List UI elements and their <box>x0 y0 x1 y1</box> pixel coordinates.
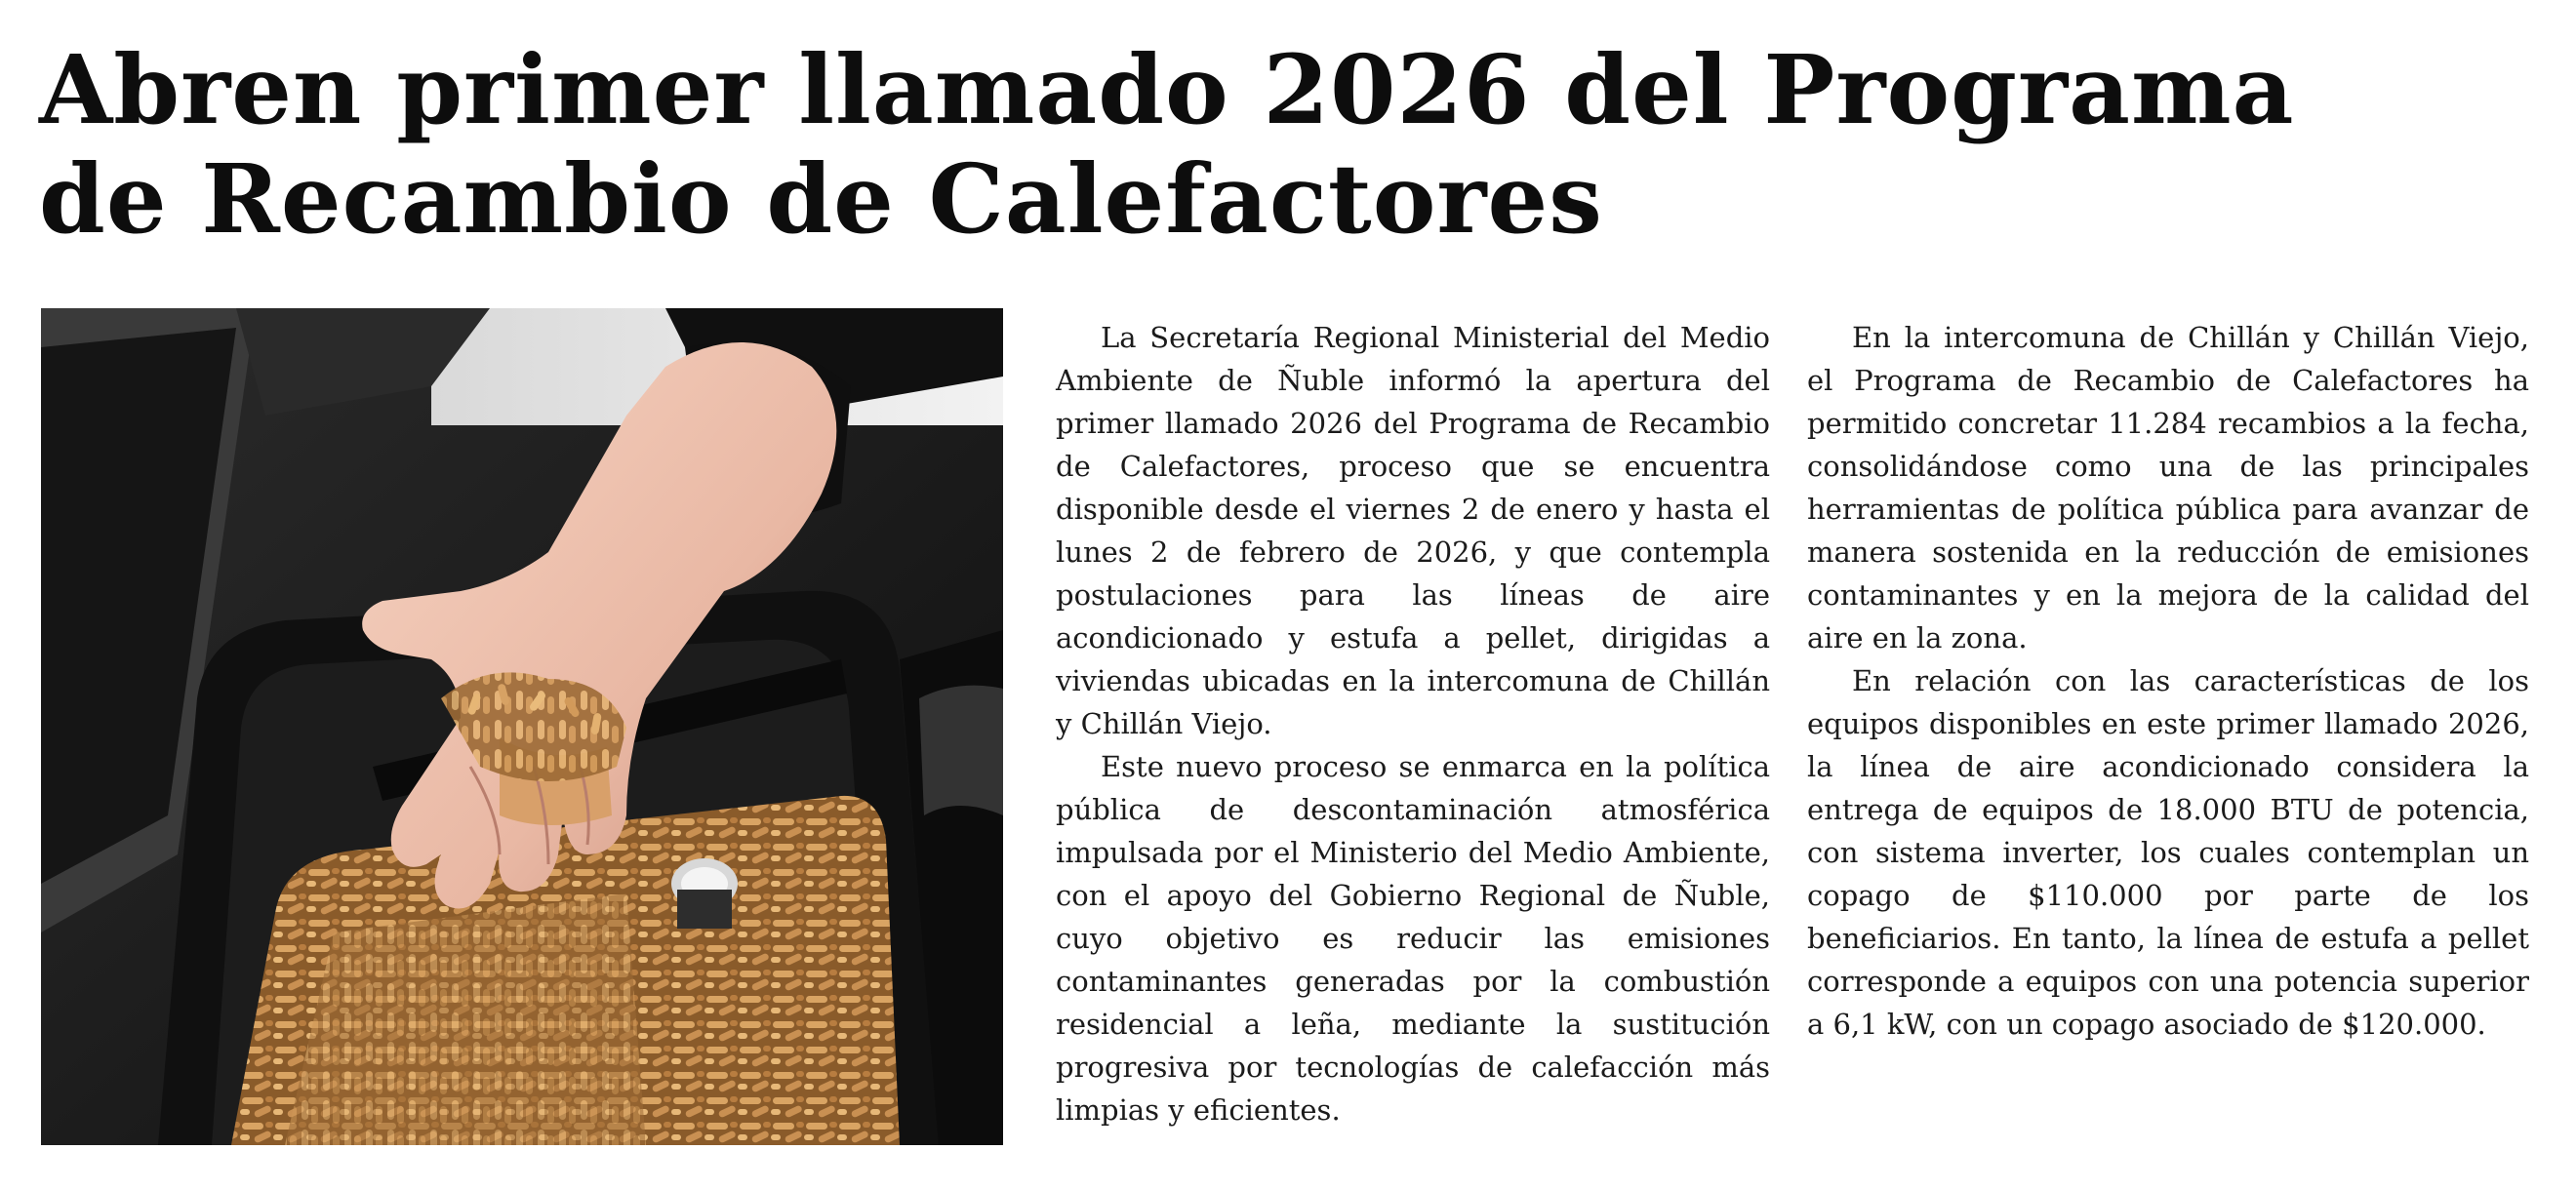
headline-line-1: Abren primer llamado 2026 del Programa <box>39 34 2295 145</box>
article-paragraph-4: En relación con las características de los equipos disponibles en este primer llamado 2026, la línea de aire acondicionado considera la entrega de equipos de 18.000 BTU de potencia, con sistema inverter, los cuales contemplan un copago de $110.000 por parte de los beneficiarios. En tanto, la línea de estufa a pellet corresponde a equipos con una potencia superior a 6,1 kW, con un copago asociado de $120.000. <box>1807 664 2529 1041</box>
article-photo <box>41 308 1003 1145</box>
article-column-2 <box>1807 316 2529 1046</box>
article-column-1 <box>1056 316 1770 1131</box>
headline-line-2: de Recambio de Calefactores <box>39 143 1603 255</box>
headline <box>39 35 2537 254</box>
article-paragraph-1: La Secretaría Regional Ministerial del Medio Ambiente de Ñuble informó la apertura del primer llamado 2026 del Programa de Recambio de Calefactores, proceso que se encuentra disponible desde el viernes 2 de enero y hasta el lunes 2 de febrero de 2026, y que contempla postulaciones para las líneas de aire acondicionado y estufa a pellet, dirigidas a viviendas ubicadas en la intercomuna de Chillán y Chillán Viejo. <box>1056 321 1770 740</box>
article-paragraph-3: En la intercomuna de Chillán y Chillán Viejo, el Programa de Recambio de Calefactores ha permitido concretar 11.284 recambios a la fecha, consolidándose como una de las principales herramientas de política pública para avanzar de manera sostenida en la reducción de emisiones contaminantes y en la mejora de la calidad del aire en la zona. <box>1807 321 2529 654</box>
article-paragraph-2: Este nuevo proceso se enmarca en la política pública de descontaminación atmosférica impulsada por el Ministerio del Medio Ambiente, con el apoyo del Gobierno Regional de Ñuble, cuyo objetivo es reducir las emisiones contaminantes generadas por la combustión residencial a leña, mediante la sustitución progresiva por tecnologías de calefacción más limpias y eficientes. <box>1056 750 1770 1127</box>
pellet-stove-hand-photo-icon <box>41 308 1003 1145</box>
